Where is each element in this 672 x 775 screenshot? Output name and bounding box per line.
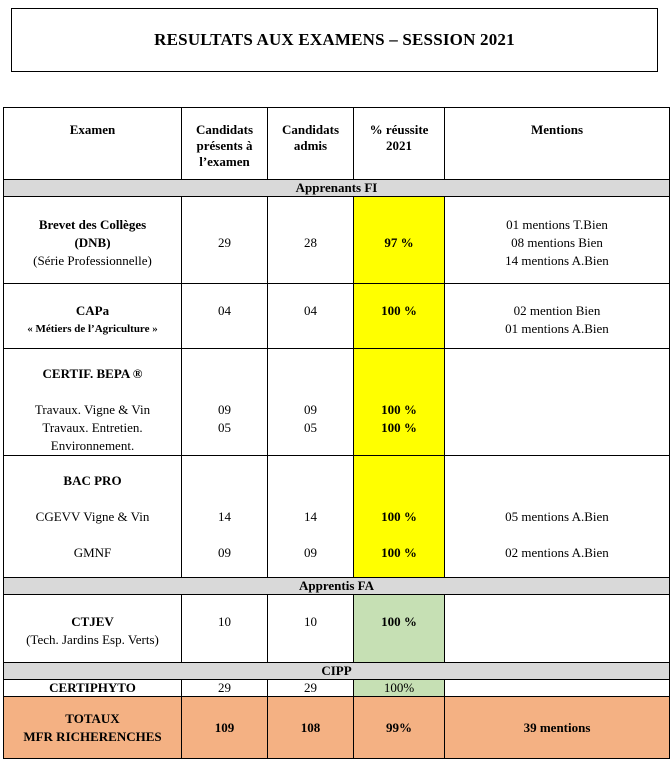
admis-cell: 10 [268, 595, 354, 663]
totals-presents: 109 [182, 697, 268, 759]
admis-cell: 29 [268, 680, 354, 697]
reussite-cell: 100 % [354, 284, 445, 349]
mentions-cell: 02 mention Bien 01 mentions A.Bien [445, 284, 670, 349]
mentions-cell [445, 680, 670, 697]
totals-mentions: 39 mentions [445, 697, 670, 759]
totals-reussite: 99% [354, 697, 445, 759]
table-row [4, 349, 670, 456]
table-row [4, 456, 670, 578]
presents-cell: 14 09 [182, 456, 268, 578]
admis-cell: 04 [268, 284, 354, 349]
section-row-cipp [4, 663, 670, 680]
presents-cell: 29 [182, 197, 268, 284]
page-title: RESULTATS AUX EXAMENS – SESSION 2021 [11, 8, 658, 72]
header-reussite: % réussite 2021 [354, 108, 445, 180]
section-label: Apprenants FI [4, 180, 670, 197]
reussite-cell: 100% [354, 680, 445, 697]
presents-cell: 29 [182, 680, 268, 697]
totals-admis: 108 [268, 697, 354, 759]
exam-cell: CAPa « Métiers de l’Agriculture » [4, 284, 182, 349]
mentions-cell [445, 595, 670, 663]
exam-cell: BAC PRO CGEVV Vigne & Vin GMNF [4, 456, 182, 578]
section-label: Apprentis FA [4, 578, 670, 595]
table-row [4, 284, 670, 349]
exam-cell: CERTIF. BEPA ® Travaux. Vigne & Vin Travaux. Entretien. Environnement. [4, 349, 182, 456]
admis-cell: 09 05 [268, 349, 354, 456]
admis-cell: 28 [268, 197, 354, 284]
header-mentions: Mentions [445, 108, 670, 180]
results-table [3, 107, 670, 759]
header-examen: Examen [4, 108, 182, 180]
admis-cell: 14 09 [268, 456, 354, 578]
exam-cell: CERTIPHYTO [4, 680, 182, 697]
mentions-cell [445, 349, 670, 456]
table-row [4, 680, 670, 697]
table-row [4, 197, 670, 284]
reussite-cell: 100 % 100 % [354, 456, 445, 578]
table-row [4, 595, 670, 663]
section-row-fa [4, 578, 670, 595]
header-presents: Candidats présents à l’examen [182, 108, 268, 180]
presents-cell: 10 [182, 595, 268, 663]
section-label: CIPP [4, 663, 670, 680]
reussite-cell: 97 % [354, 197, 445, 284]
presents-cell: 04 [182, 284, 268, 349]
mentions-cell: 05 mentions A.Bien 02 mentions A.Bien [445, 456, 670, 578]
exam-cell: CTJEV (Tech. Jardins Esp. Verts) [4, 595, 182, 663]
totals-row [4, 697, 670, 759]
header-admis: Candidats admis [268, 108, 354, 180]
totals-label: TOTAUX MFR RICHERENCHES [4, 697, 182, 759]
mentions-cell: 01 mentions T.Bien 08 mentions Bien 14 mentions A.Bien [445, 197, 670, 284]
header-row [4, 108, 670, 180]
presents-cell: 09 05 [182, 349, 268, 456]
reussite-cell: 100 % 100 % [354, 349, 445, 456]
reussite-cell: 100 % [354, 595, 445, 663]
section-row-fi [4, 180, 670, 197]
exam-cell: Brevet des Collèges (DNB) (Série Professionnelle) [4, 197, 182, 284]
